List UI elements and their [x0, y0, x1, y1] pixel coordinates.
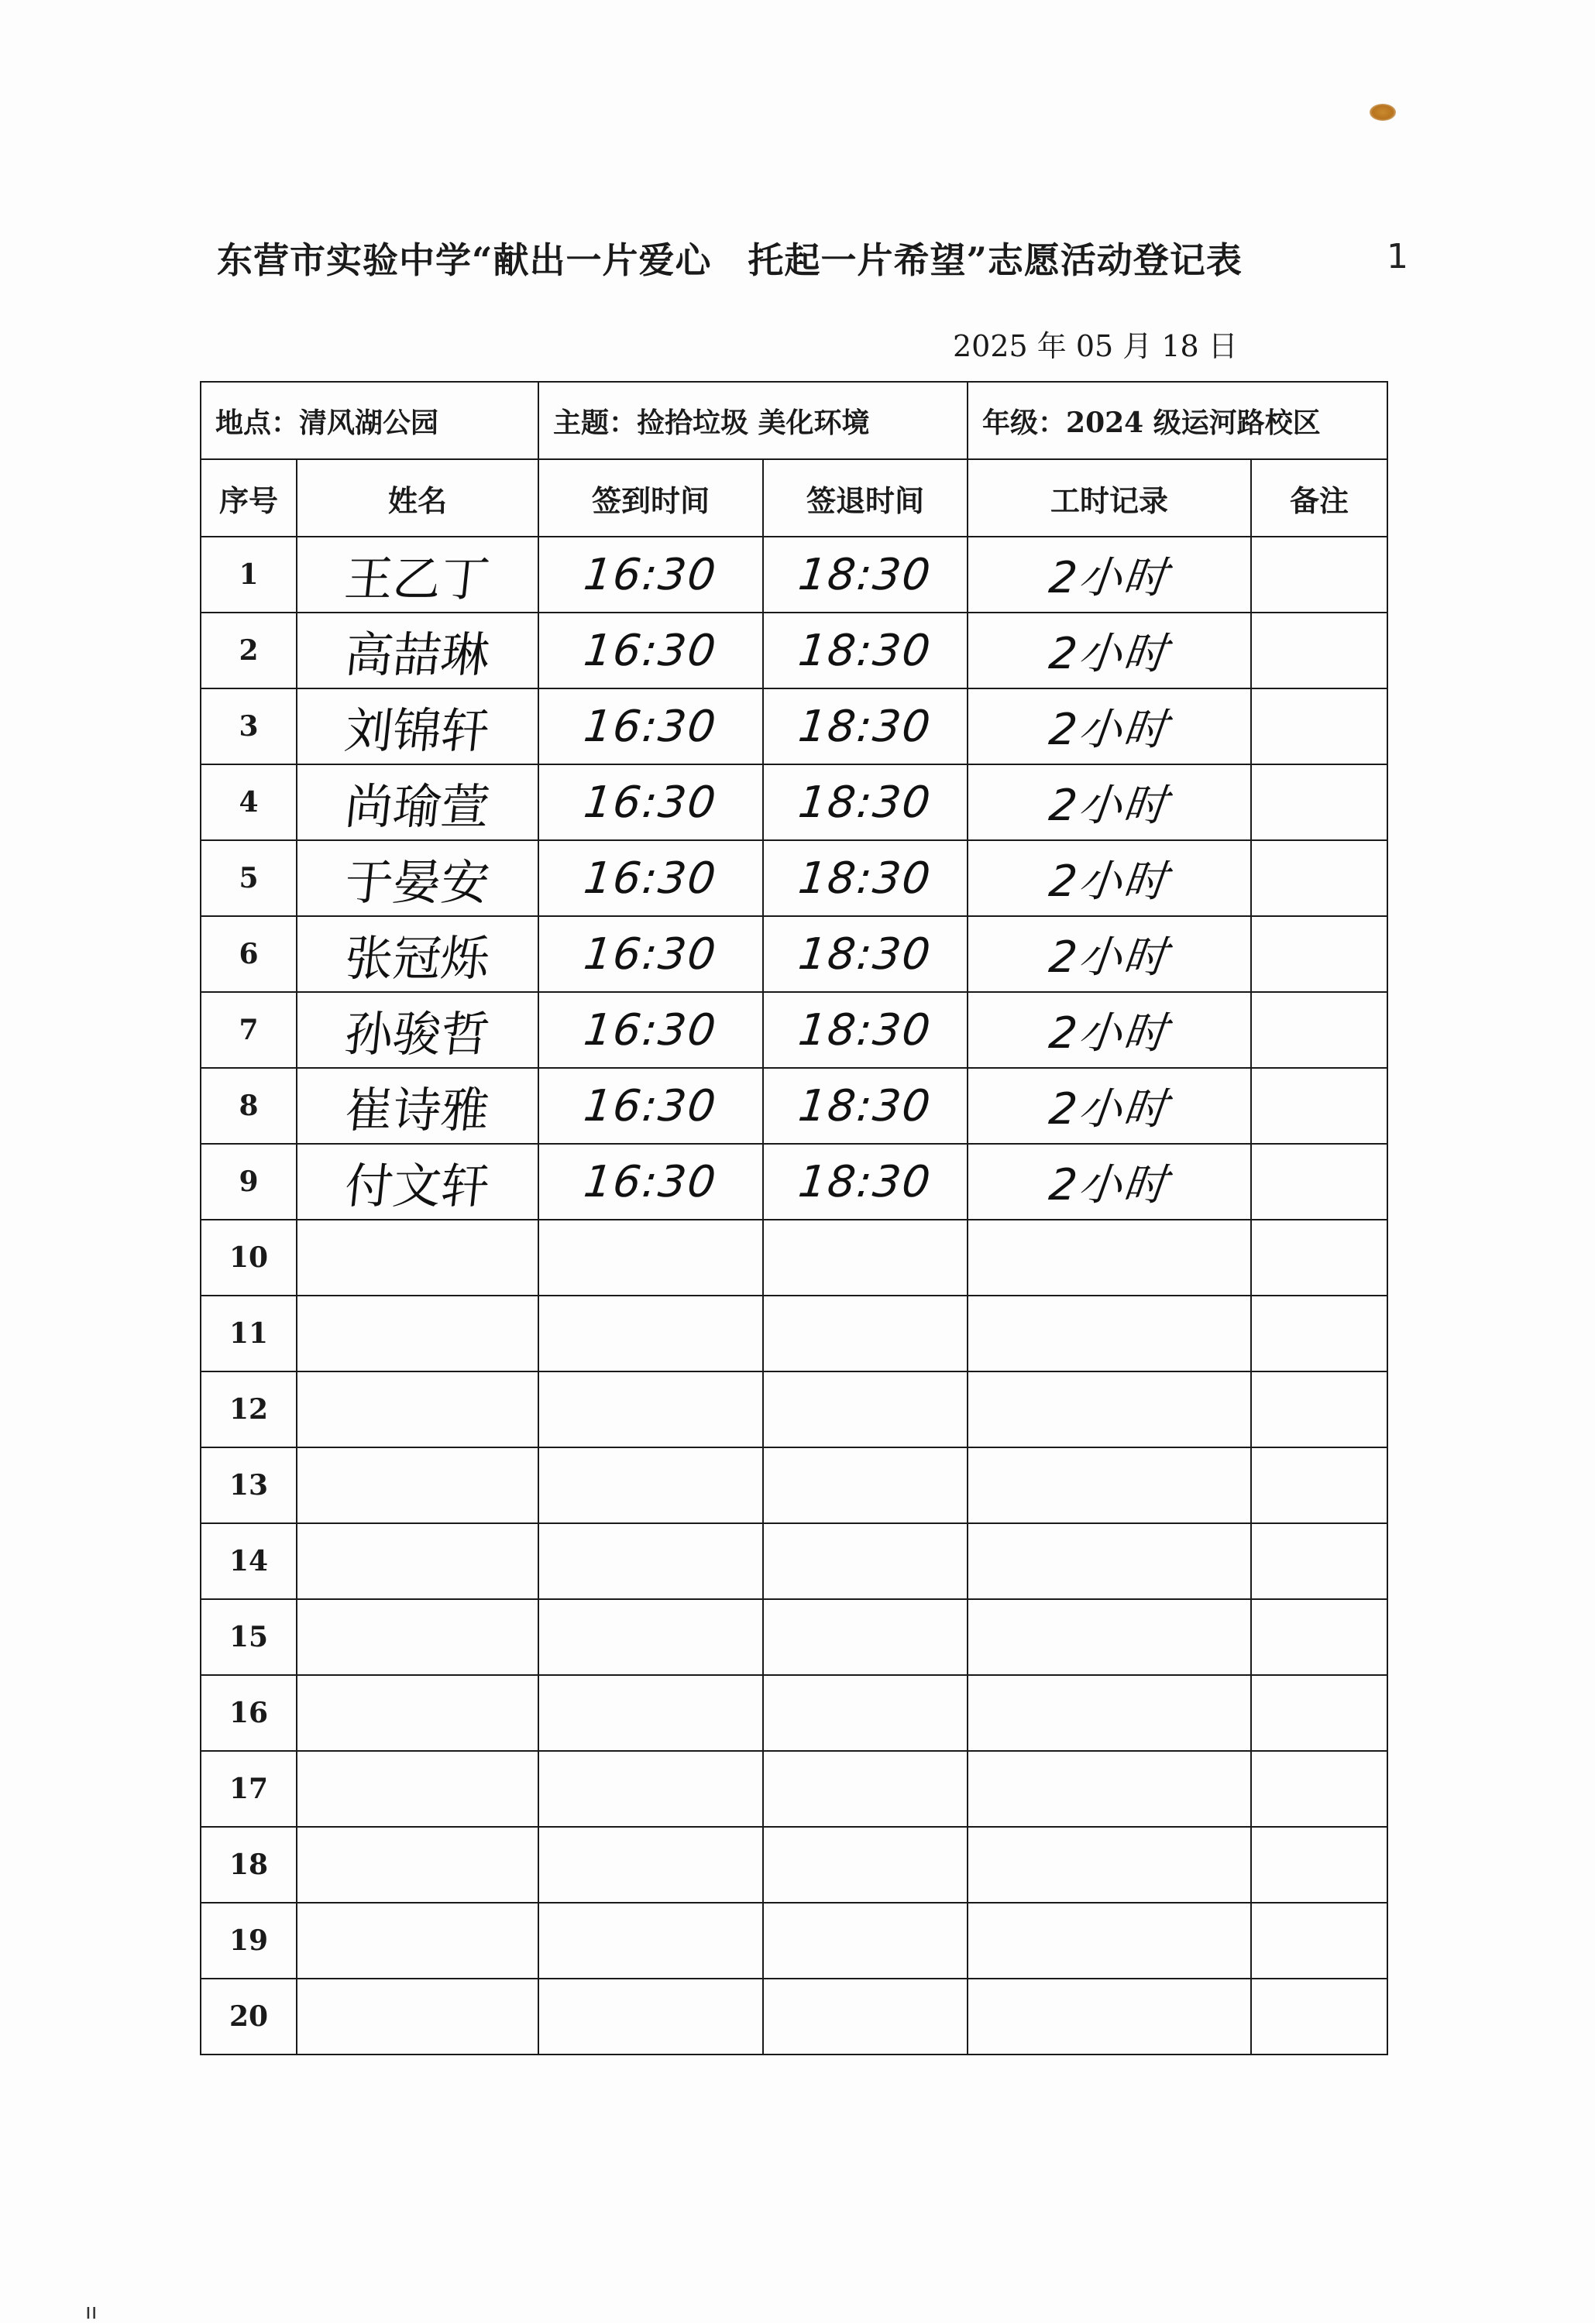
- handwritten-checkout: 18:30: [796, 625, 935, 676]
- row-checkout-time: [763, 1675, 968, 1751]
- row-seq: 5: [201, 840, 297, 916]
- row-checkin-time: [538, 1751, 763, 1827]
- row-seq: 14: [201, 1523, 297, 1599]
- handwritten-hours: 2小时: [1047, 629, 1171, 679]
- table-row: [201, 1751, 1387, 1827]
- row-seq: 9: [201, 1144, 297, 1220]
- row-checkin-time: [538, 613, 763, 688]
- row-checkout-time: [763, 1751, 968, 1827]
- row-name: [297, 1751, 538, 1827]
- row-hours: [968, 764, 1251, 840]
- row-checkout-time: [763, 992, 968, 1068]
- row-seq: 10: [201, 1220, 297, 1296]
- handwritten-checkout: 18:30: [796, 929, 935, 980]
- handwritten-name: 孙骏哲: [342, 1005, 493, 1062]
- row-seq: 1: [201, 537, 297, 613]
- row-checkin-time: [538, 1523, 763, 1599]
- row-hours: [968, 1447, 1251, 1523]
- row-hours: [968, 613, 1251, 688]
- header-row: [201, 459, 1387, 537]
- form-title: 东营市实验中学“献出一片爱心 托起一片希望”志愿活动登记表: [217, 239, 1243, 281]
- handwritten-hours: 2小时: [1047, 856, 1171, 907]
- ink-stain: [1370, 104, 1396, 121]
- row-checkin-time: [538, 688, 763, 764]
- row-notes: [1251, 1599, 1387, 1675]
- handwritten-checkin: 16:30: [581, 625, 720, 676]
- header-seq: 序号: [201, 459, 297, 537]
- handwritten-checkin: 16:30: [581, 549, 720, 600]
- row-name: [297, 1523, 538, 1599]
- handwritten-hours: 2小时: [1047, 781, 1171, 831]
- handwritten-checkout: 18:30: [796, 549, 935, 600]
- handwritten-checkout: 18:30: [796, 1156, 935, 1207]
- handwritten-checkin: 16:30: [581, 777, 720, 828]
- table-row: [201, 1144, 1387, 1220]
- row-checkin-time: [538, 1979, 763, 2055]
- row-hours: [968, 1523, 1251, 1599]
- row-hours: [968, 1371, 1251, 1447]
- row-name: [297, 764, 538, 840]
- row-hours: [968, 840, 1251, 916]
- table-row: [201, 916, 1387, 992]
- handwritten-hours: 2小时: [1047, 1160, 1171, 1210]
- row-name: [297, 537, 538, 613]
- table-row: [201, 1903, 1387, 1979]
- table-row: [201, 613, 1387, 688]
- handwritten-hours: 2小时: [1047, 553, 1171, 603]
- table-row: [201, 1371, 1387, 1447]
- handwritten-hours: 2小时: [1047, 1084, 1171, 1135]
- handwritten-hours: 2小时: [1047, 932, 1171, 983]
- row-checkout-time: [763, 1979, 968, 2055]
- row-name: [297, 1144, 538, 1220]
- row-checkout-time: [763, 1068, 968, 1144]
- row-notes: [1251, 1827, 1387, 1903]
- row-seq: 3: [201, 688, 297, 764]
- handwritten-name: 崔诗雅: [342, 1081, 493, 1138]
- row-seq: 7: [201, 992, 297, 1068]
- row-name: [297, 916, 538, 992]
- row-seq: 16: [201, 1675, 297, 1751]
- row-checkout-time: [763, 1903, 968, 1979]
- table-row: [201, 1068, 1387, 1144]
- row-checkin-time: [538, 1296, 763, 1371]
- row-seq: 8: [201, 1068, 297, 1144]
- row-seq: 20: [201, 1979, 297, 2055]
- row-hours: [968, 1675, 1251, 1751]
- row-checkout-time: [763, 1827, 968, 1903]
- row-checkin-time: [538, 1599, 763, 1675]
- table-row: [201, 764, 1387, 840]
- handwritten-name: 高喆琳: [342, 626, 493, 683]
- registration-table-container: [200, 381, 1387, 2041]
- row-notes: [1251, 688, 1387, 764]
- table-row: [201, 840, 1387, 916]
- registration-table: [200, 381, 1388, 2055]
- row-seq: 17: [201, 1751, 297, 1827]
- table-row: [201, 1447, 1387, 1523]
- row-seq: 11: [201, 1296, 297, 1371]
- grade-cell: 年级：2024 级运河路校区: [968, 382, 1387, 459]
- row-checkin-time: [538, 992, 763, 1068]
- row-hours: [968, 1827, 1251, 1903]
- row-checkout-time: [763, 1220, 968, 1296]
- row-checkout-time: [763, 1144, 968, 1220]
- row-checkout-time: [763, 537, 968, 613]
- row-hours: [968, 1599, 1251, 1675]
- row-notes: [1251, 537, 1387, 613]
- row-hours: [968, 537, 1251, 613]
- row-seq: 12: [201, 1371, 297, 1447]
- row-checkin-time: [538, 764, 763, 840]
- location-cell: 地点：清风湖公园: [201, 382, 538, 459]
- handwritten-checkin: 16:30: [581, 853, 720, 904]
- row-checkin-time: [538, 1371, 763, 1447]
- row-name: [297, 1296, 538, 1371]
- header-checkout: 签退时间: [763, 459, 968, 537]
- handwritten-checkout: 18:30: [796, 1004, 935, 1056]
- row-notes: [1251, 916, 1387, 992]
- row-hours: [968, 1751, 1251, 1827]
- handwritten-checkout: 18:30: [796, 853, 935, 904]
- table-row: [201, 1979, 1387, 2055]
- row-seq: 6: [201, 916, 297, 992]
- row-notes: [1251, 992, 1387, 1068]
- row-name: [297, 992, 538, 1068]
- row-hours: [968, 992, 1251, 1068]
- row-seq: 15: [201, 1599, 297, 1675]
- row-checkout-time: [763, 1296, 968, 1371]
- info-row: [201, 382, 1387, 459]
- row-notes: [1251, 1144, 1387, 1220]
- row-seq: 13: [201, 1447, 297, 1523]
- table-row: [201, 1827, 1387, 1903]
- row-notes: [1251, 1371, 1387, 1447]
- theme-cell: 主题：捡拾垃圾 美化环境: [538, 382, 968, 459]
- row-notes: [1251, 1675, 1387, 1751]
- row-hours: [968, 1068, 1251, 1144]
- row-checkin-time: [538, 1220, 763, 1296]
- page-corner-mark: ıı: [85, 2298, 98, 2324]
- table-row: [201, 688, 1387, 764]
- row-hours: [968, 1296, 1251, 1371]
- row-checkout-time: [763, 840, 968, 916]
- handwritten-checkin: 16:30: [581, 701, 720, 752]
- header-notes: 备注: [1251, 459, 1387, 537]
- handwritten-checkin: 16:30: [581, 1080, 720, 1131]
- row-notes: [1251, 613, 1387, 688]
- form-date: 2025 年 05 月 18 日: [953, 329, 1238, 363]
- row-notes: [1251, 1903, 1387, 1979]
- row-name: [297, 1371, 538, 1447]
- row-notes: [1251, 1751, 1387, 1827]
- handwritten-checkout: 18:30: [796, 1080, 935, 1131]
- row-notes: [1251, 1979, 1387, 2055]
- handwritten-checkin: 16:30: [581, 929, 720, 980]
- row-seq: 4: [201, 764, 297, 840]
- row-checkin-time: [538, 1827, 763, 1903]
- row-name: [297, 613, 538, 688]
- row-notes: [1251, 1068, 1387, 1144]
- row-checkin-time: [538, 1903, 763, 1979]
- row-hours: [968, 1903, 1251, 1979]
- handwritten-name: 尚瑜萱: [342, 778, 493, 835]
- handwritten-hours: 2小时: [1047, 1008, 1171, 1059]
- row-checkout-time: [763, 1599, 968, 1675]
- row-name: [297, 688, 538, 764]
- header-checkin: 签到时间: [538, 459, 763, 537]
- row-checkin-time: [538, 1447, 763, 1523]
- row-checkout-time: [763, 1523, 968, 1599]
- row-notes: [1251, 764, 1387, 840]
- table-row: [201, 1599, 1387, 1675]
- row-notes: [1251, 1220, 1387, 1296]
- row-checkin-time: [538, 1144, 763, 1220]
- table-row: [201, 537, 1387, 613]
- table-row: [201, 992, 1387, 1068]
- handwritten-name: 王乙丁: [342, 550, 493, 607]
- row-checkout-time: [763, 688, 968, 764]
- row-name: [297, 840, 538, 916]
- row-hours: [968, 916, 1251, 992]
- row-checkin-time: [538, 916, 763, 992]
- row-checkout-time: [763, 1447, 968, 1523]
- row-notes: [1251, 840, 1387, 916]
- row-seq: 2: [201, 613, 297, 688]
- table-row: [201, 1523, 1387, 1599]
- row-name: [297, 1827, 538, 1903]
- row-name: [297, 1903, 538, 1979]
- title-handwritten-mark: 1: [1387, 237, 1408, 276]
- table-row: [201, 1675, 1387, 1751]
- handwritten-checkin: 16:30: [581, 1156, 720, 1207]
- row-hours: [968, 688, 1251, 764]
- table-row: [201, 1220, 1387, 1296]
- row-name: [297, 1675, 538, 1751]
- row-notes: [1251, 1447, 1387, 1523]
- row-checkin-time: [538, 537, 763, 613]
- handwritten-checkout: 18:30: [796, 701, 935, 752]
- row-checkout-time: [763, 916, 968, 992]
- row-seq: 18: [201, 1827, 297, 1903]
- row-name: [297, 1979, 538, 2055]
- header-name: 姓名: [297, 459, 538, 537]
- handwritten-hours: 2小时: [1047, 705, 1171, 755]
- row-checkout-time: [763, 1371, 968, 1447]
- handwritten-name: 张冠烁: [342, 929, 493, 987]
- table-row: [201, 1296, 1387, 1371]
- row-name: [297, 1068, 538, 1144]
- row-name: [297, 1447, 538, 1523]
- row-seq: 19: [201, 1903, 297, 1979]
- handwritten-checkin: 16:30: [581, 1004, 720, 1056]
- row-checkout-time: [763, 613, 968, 688]
- row-checkout-time: [763, 764, 968, 840]
- row-notes: [1251, 1523, 1387, 1599]
- row-checkin-time: [538, 1675, 763, 1751]
- row-name: [297, 1599, 538, 1675]
- row-checkin-time: [538, 840, 763, 916]
- row-hours: [968, 1220, 1251, 1296]
- handwritten-name: 刘锦轩: [342, 702, 493, 759]
- handwritten-name: 付文轩: [342, 1157, 493, 1214]
- row-name: [297, 1220, 538, 1296]
- row-notes: [1251, 1296, 1387, 1371]
- row-checkin-time: [538, 1068, 763, 1144]
- handwritten-name: 于晏安: [342, 853, 493, 911]
- row-hours: [968, 1979, 1251, 2055]
- handwritten-checkout: 18:30: [796, 777, 935, 828]
- header-hours: 工时记录: [968, 459, 1251, 537]
- row-hours: [968, 1144, 1251, 1220]
